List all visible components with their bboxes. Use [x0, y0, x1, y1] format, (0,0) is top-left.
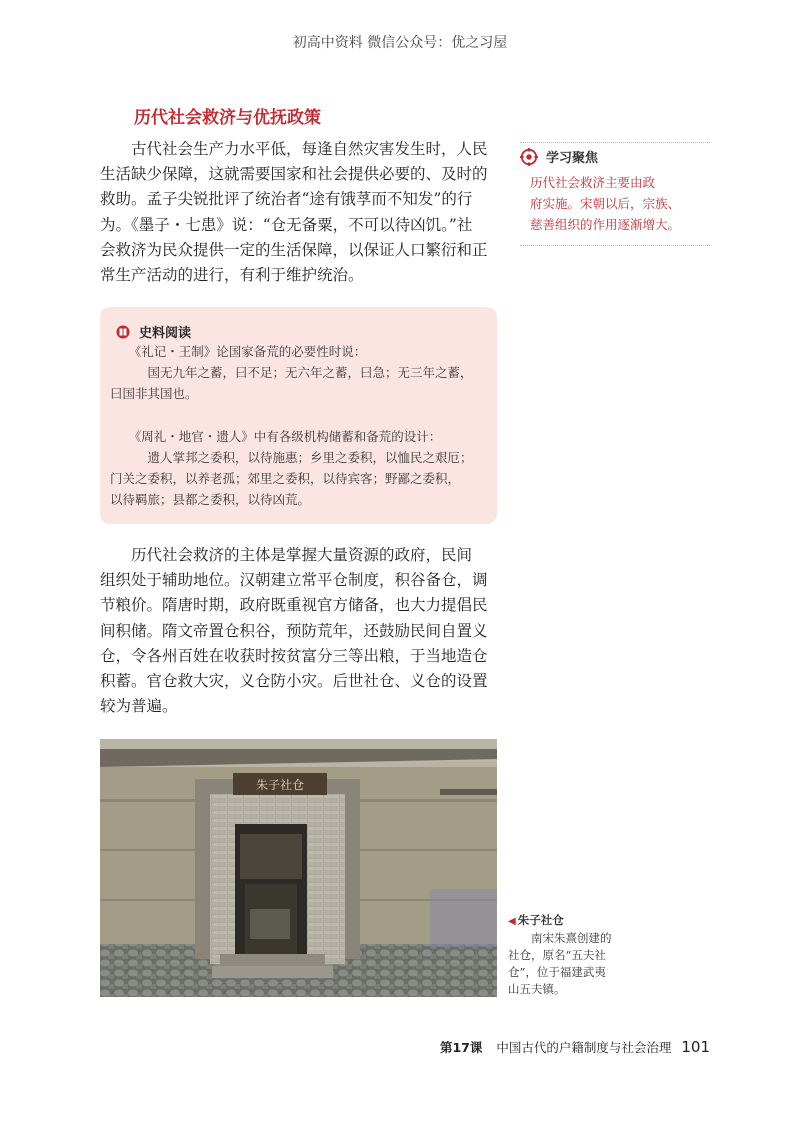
quote-line: 《礼记・王制》论国家备荒的必要性时说： — [110, 344, 367, 359]
caption-line: 仓”，位于福建武夷 — [508, 965, 606, 979]
section-title: 历代社会救济与优抚政策 — [134, 108, 321, 128]
source-quote-1 — [110, 341, 490, 404]
caption-line: 南宋朱熹创建的 — [508, 931, 612, 945]
quote-line: 《周礼・地官・遗人》中有各级机构储蓄和备荒的设计： — [110, 429, 442, 444]
paragraph-line: 间积储。隋文帝置仓积谷，预防荒年，还鼓励民间自置义 — [100, 621, 488, 640]
plaque-text: 朱子社仓 — [255, 778, 305, 792]
quote-line: 以待羁旅；县都之委积，以待凶荒。 — [110, 492, 311, 507]
page-footer — [440, 1038, 710, 1056]
sidebar-line: 慈善组织的作用逐渐增大。 — [530, 217, 681, 232]
paragraph-line: 救助。孟子尖锐批评了统治者“途有饿莩而不知发”的行 — [100, 190, 473, 209]
sidebar-header — [520, 142, 710, 166]
photo-caption — [508, 912, 658, 998]
paragraph-line: 为。《墨子・七患》说：“仓无备粟，不可以待凶饥。”社 — [100, 215, 473, 234]
page-number: 101 — [681, 1038, 710, 1056]
caption-line: 社仓，原名“五夫社 — [508, 948, 606, 962]
paragraph-line: 历代社会救济的主体是掌握大量资源的政府，民间 — [100, 546, 473, 564]
footer-title: 中国古代的户籍制度与社会治理 — [496, 1040, 672, 1055]
sidebar-line: 历代社会救济主要由政 — [530, 175, 656, 190]
paragraph-1 — [100, 137, 497, 288]
sidebar-line: 府实施。宋朝以后，宗族、 — [530, 196, 681, 211]
caption-title-text: 朱子社仓 — [517, 913, 564, 927]
source-title: 史料阅读 — [139, 326, 192, 341]
paragraph-line: 古代社会生产力水平低，每逢自然灾害发生时，人民 — [100, 140, 488, 158]
sidebar-text — [520, 172, 710, 246]
sidebar-title: 学习聚焦 — [546, 151, 599, 166]
paragraph-line: 较为普遍。 — [100, 697, 178, 716]
paragraph-line: 生活缺少保障，这就需要国家和社会提供必要的、及时的 — [100, 165, 488, 184]
source-header — [116, 322, 191, 341]
quote-line: 曰国非其国也。 — [110, 386, 198, 401]
source-quote-2 — [110, 426, 490, 510]
book-icon — [116, 325, 130, 339]
learning-focus-sidebar — [520, 142, 710, 246]
focus-icon — [520, 148, 538, 166]
paragraph-line: 组织处于辅助地位。汉朝建立常平仓制度，积谷备仓，调 — [100, 571, 488, 590]
paragraph-line: 积蓄。官仓救大灾，义仓防小灾。后世社仓、义仓的设置 — [100, 672, 488, 691]
quote-line: 国无九年之蓄，曰不足；无六年之蓄，曰急；无三年之蓄， — [110, 365, 473, 380]
wall-stain — [430, 889, 497, 947]
paragraph-2 — [100, 543, 497, 719]
paragraph-line: 仓，令各州百姓在收获时按贫富分三等出粮，于当地造仓 — [100, 646, 488, 665]
footer-lesson: 第17课 — [439, 1040, 483, 1055]
header-note: 初高中资料 微信公众号：优之习屋 — [292, 35, 508, 51]
paragraph-line: 常生产活动的进行，有利于维护统治。 — [100, 266, 364, 285]
pointer-triangle-icon: ◀ — [508, 916, 516, 927]
paragraph-line: 节粮价。隋唐时期，政府既重视官方储备，也大力提倡民 — [100, 596, 488, 615]
caption-title — [508, 912, 658, 930]
quote-line: 遗人掌邦之委积，以待施惠；乡里之委积，以恤民之艰厄； — [110, 450, 473, 465]
paragraph-line: 会救济为民众提供一定的生活保障，以保证人口繁衍和正 — [100, 240, 488, 259]
step — [220, 954, 325, 966]
granary-photo — [100, 739, 497, 997]
quote-line: 门关之委积，以养老孤；郊里之委积，以待宾客；野鄙之委积， — [110, 471, 461, 486]
caption-line: 山五夫镇。 — [508, 982, 566, 996]
